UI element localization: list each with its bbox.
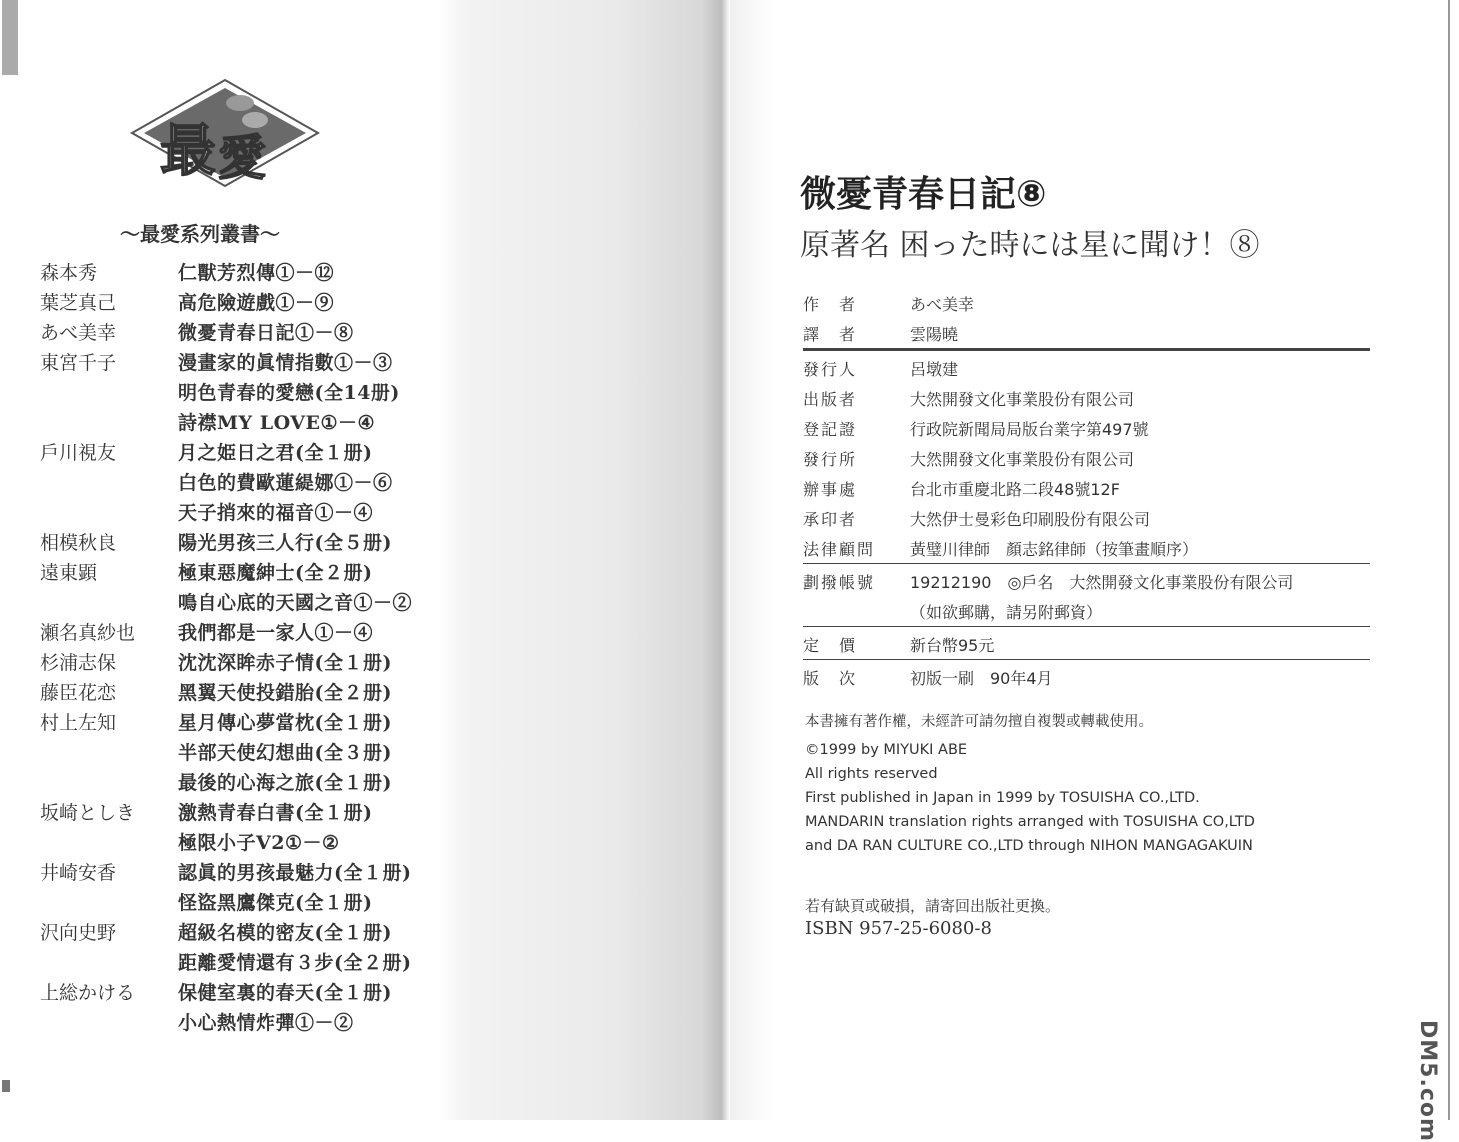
colophon-table	[803, 288, 1370, 692]
copyright-line: and DA RAN CULTURE CO.,LTD through NIHON MANGAGAKUIN	[805, 838, 1253, 854]
series-author: 沢向史野	[40, 921, 117, 944]
colophon-row	[803, 318, 1370, 348]
series-item	[40, 916, 440, 946]
series-book-title: 認眞的男孩最魅力(全１册)	[178, 861, 412, 884]
series-author: 戶川視友	[40, 441, 117, 464]
colophon-label: 發行所	[803, 449, 858, 469]
colophon-label: 定 價	[803, 635, 858, 655]
series-book-title: 極限小子V2①－②	[178, 831, 340, 854]
series-book-title: 高危險遊戲①－⑨	[178, 291, 335, 314]
colophon-value: 大然伊士曼彩色印刷股份有限公司	[910, 509, 1151, 529]
series-item	[40, 946, 440, 976]
series-author: あべ美幸	[40, 321, 117, 344]
colophon-value: 大然開發文化事業股份有限公司	[910, 449, 1135, 469]
series-item	[40, 976, 440, 1006]
colophon-row	[803, 566, 1370, 596]
colophon-value: 雲陽曉	[910, 324, 959, 344]
series-item	[40, 766, 440, 796]
series-book-title: 保健室裏的春天(全１册)	[178, 981, 392, 1004]
series-book-title: 小心熱情炸彈①－②	[178, 1011, 354, 1034]
colophon-row	[803, 413, 1370, 443]
colophon-row	[803, 383, 1370, 413]
series-book-title: 沈沈深眸赤子情(全１册)	[178, 651, 392, 674]
colophon-row	[803, 353, 1370, 383]
page-tab-mark-bottom	[2, 1080, 10, 1092]
copyright-line: MANDARIN translation rights arranged with TOSUISHA CO,LTD	[805, 814, 1255, 830]
copyright-block	[805, 710, 1255, 862]
series-book-title: 星月傳心夢當枕(全１册)	[178, 711, 392, 734]
series-title: ～最愛系列叢書～	[120, 222, 280, 246]
colophon-value: 大然開發文化事業股份有限公司	[910, 389, 1135, 409]
series-book-title: 仁獸芳烈傳①－⑫	[178, 261, 335, 284]
series-item	[40, 856, 440, 886]
colophon-label: 法律顧問	[803, 539, 876, 559]
book-gutter	[440, 0, 730, 1120]
series-item	[40, 586, 440, 616]
series-book-title: 漫畫家的眞情指數①－③	[178, 351, 393, 374]
series-book-title: 鳴自心底的天國之音①－②	[178, 591, 413, 614]
colophon-row	[803, 629, 1370, 659]
series-item	[40, 556, 440, 586]
replacement-notice: 若有缺頁或破損，請寄回出版社更換。	[805, 897, 1061, 915]
series-item	[40, 796, 440, 826]
series-book-title: 激熱青春白書(全１册)	[178, 801, 373, 824]
colophon-label: 出版者	[803, 389, 858, 409]
colophon-row	[803, 596, 1370, 626]
series-item	[40, 676, 440, 706]
series-author: 東宮千子	[40, 351, 117, 374]
divider	[803, 659, 1370, 660]
series-book-title: 天子捎來的福音①－④	[178, 501, 374, 524]
divider	[803, 563, 1370, 564]
series-item	[40, 406, 440, 436]
series-item	[40, 466, 440, 496]
series-book-title: 陽光男孩三人行(全５册)	[178, 531, 392, 554]
series-book-title: 明色青春的愛戀(全14册)	[178, 381, 400, 404]
svg-text:愛: 愛	[218, 130, 267, 186]
colophon-row	[803, 443, 1370, 473]
series-item	[40, 286, 440, 316]
series-book-title: 白色的費歐蓮緹娜①－⑥	[178, 471, 393, 494]
colophon-label: 辦事處	[803, 479, 858, 499]
series-item	[40, 496, 440, 526]
colophon-label: 承印者	[803, 509, 858, 529]
series-book-title: 極東惡魔紳士(全２册)	[178, 561, 373, 584]
series-item	[40, 376, 440, 406]
series-book-title: 我們都是一家人①－④	[178, 621, 374, 644]
series-author: 遠東顕	[40, 561, 98, 584]
colophon-row	[803, 662, 1370, 692]
series-book-title: 最後的心海之旅(全１册)	[178, 771, 392, 794]
colophon-label: 發行人	[803, 359, 858, 379]
series-item	[40, 736, 440, 766]
colophon-value: 黃璧川律師 顏志銘律師（按筆畫順序）	[910, 539, 1199, 559]
colophon-value: 呂墩建	[910, 359, 959, 379]
colophon-label: 作 者	[803, 294, 858, 314]
colophon-value: 新台幣95元	[910, 635, 995, 655]
colophon-label: 登記證	[803, 419, 858, 439]
series-item	[40, 346, 440, 376]
series-author: 坂崎としき	[40, 801, 136, 824]
series-item	[40, 526, 440, 556]
book-title: 微憂青春日記⑧	[800, 174, 1047, 215]
series-author: 上総かける	[40, 981, 136, 1004]
isbn: ISBN 957-25-6080-8	[805, 918, 992, 939]
copyright-line: ©1999 by MIYUKI ABE	[805, 742, 968, 758]
divider	[803, 348, 1370, 351]
series-item	[40, 616, 440, 646]
page-tab-mark	[2, 0, 18, 75]
series-book-title: 半部天使幻想曲(全３册)	[178, 741, 392, 764]
watermark: DM5.com	[1415, 1020, 1440, 1142]
copyright-line: First published in Japan in 1999 by TOSUISHA CO.,LTD.	[805, 790, 1200, 806]
copyright-line: All rights reserved	[805, 766, 938, 782]
colophon-value: あべ美幸	[910, 294, 975, 314]
series-book-title: 詩襟MY LOVE①－④	[178, 411, 376, 434]
series-author: 藤臣花恋	[40, 681, 117, 704]
series-book-title: 超級名模的密友(全１册)	[178, 921, 392, 944]
series-item	[40, 706, 440, 736]
colophon-row	[803, 503, 1370, 533]
series-item	[40, 1006, 440, 1036]
colophon-row	[803, 533, 1370, 563]
series-item	[40, 826, 440, 856]
copyright-line: 本書擁有著作權，未經許可請勿擅自複製或轉載使用。	[805, 714, 1153, 730]
series-item	[40, 886, 440, 916]
divider	[803, 626, 1370, 627]
colophon-label: 劃撥帳號	[803, 572, 876, 592]
colophon-row	[803, 473, 1370, 503]
series-item	[40, 316, 440, 346]
series-author: 井崎安香	[40, 861, 117, 884]
series-logo	[130, 78, 320, 188]
colophon-row	[803, 288, 1370, 318]
series-book-title: 黑翼天使投錯胎(全２册)	[178, 681, 392, 704]
series-author: 相模秋良	[40, 531, 117, 554]
colophon-value: 行政院新聞局局版台業字第497號	[910, 419, 1149, 439]
series-author: 森本秀	[40, 261, 98, 284]
colophon-label: 譯 者	[803, 324, 858, 344]
series-book-title: 微憂青春日記①－⑧	[178, 321, 354, 344]
series-book-title: 月之姫日之君(全１册)	[178, 441, 373, 464]
series-item	[40, 256, 440, 286]
series-list	[40, 256, 440, 1036]
series-book-title: 怪盜黑鷹傑克(全１册)	[178, 891, 373, 914]
colophon-label: 版 次	[803, 668, 858, 688]
page-edge	[1448, 0, 1450, 1120]
svg-text:最: 最	[160, 118, 216, 184]
series-item	[40, 646, 440, 676]
series-book-title: 距離愛情還有３步(全２册)	[178, 951, 412, 974]
series-author: 瀬名真紗也	[40, 621, 136, 644]
series-author: 葉芝真己	[40, 291, 117, 314]
series-author: 杉浦志保	[40, 651, 117, 674]
series-author: 村上左知	[40, 711, 117, 734]
series-item	[40, 436, 440, 466]
colophon-value: 初版一刷 90年4月	[910, 668, 1053, 688]
colophon-value: （如欲郵購，請另附郵資）	[910, 602, 1103, 622]
original-title: 原著名 困った時には星に聞け！⑧	[800, 228, 1260, 263]
colophon-value: 19212190 ◎戶名 大然開發文化事業股份有限公司	[910, 572, 1294, 592]
colophon-value: 台北市重慶北路二段48號12F	[910, 479, 1120, 499]
